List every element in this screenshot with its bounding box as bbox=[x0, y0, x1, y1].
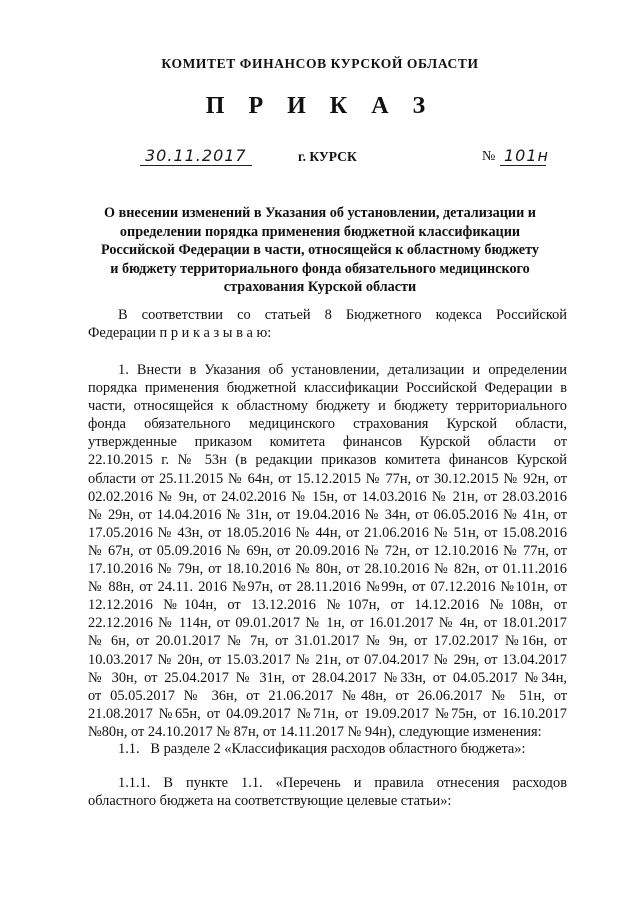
text-line: № 6н, от 20.01.2017 № 7н, от 31.01.2017 № 9н, от 17.02.2017 №16н, от bbox=[88, 633, 567, 650]
subject-line: О внесении изменений в Указания об установлении, детализации и bbox=[104, 205, 536, 221]
text-line: 22.10.2015 г. № 53н (в редакции приказов комитета финансов Курской bbox=[88, 452, 567, 469]
text-line: 17.10.2016 № 79н, от 18.10.2016 № 80н, от 28.10.2016 № 82н, от 01.11.2016 bbox=[88, 561, 567, 578]
number-sign: № bbox=[482, 149, 496, 164]
subject-line: и бюджету территориального фонда обязательного медицинского bbox=[110, 260, 530, 277]
text-line: 22.12.2016 № 114н, от 09.01.2017 № 1н, от 16.01.2017 № 4н, от 18.01.2017 bbox=[88, 615, 567, 632]
text-line: 17.05.2016 № 43н, от 18.05.2016 № 44н, от 21.06.2016 № 51н, от 15.08.2016 bbox=[88, 524, 567, 541]
text-line: 21.08.2017 №65н, от 04.09.2017 №71н, от 19.09.2017 №75н, от 16.10.2017 bbox=[88, 705, 567, 722]
handwritten-date: 30.11.2017 bbox=[145, 146, 247, 165]
text-line: фонда обязательного медицинского страхования Курской области, bbox=[88, 416, 567, 433]
text-line: 12.12.2016 №104н, от 13.12.2016 №107н, от 14.12.2016 №108н, от bbox=[88, 597, 567, 614]
order-subject bbox=[90, 204, 550, 297]
intro-paragraph bbox=[88, 306, 567, 342]
paragraph-1-1-1 bbox=[88, 774, 567, 810]
paragraph-1-1 bbox=[88, 740, 567, 758]
text-line: порядка применения бюджетной классификации Российской Федерации в bbox=[88, 380, 567, 397]
subject-line: страхования Курской области bbox=[223, 279, 417, 295]
subject-line: определении порядка применения бюджетной классификации bbox=[119, 223, 521, 240]
text-line: утвержденные приказом комитета финансов Курской области от bbox=[88, 434, 567, 451]
text-line: от 05.05.2017 № 36н, от 21.06.2017 №48н, от 26.06.2017 № 51н, от bbox=[88, 687, 567, 704]
text-line: 1.1. В разделе 2 «Классификация расходов областного бюджета»: bbox=[118, 741, 526, 757]
text-line: области от 25.11.2015 № 64н, от 15.12.2015 № 77н, от 30.12.2015 № 92н, от bbox=[88, 470, 567, 487]
text-line: № 30н, от 25.04.2017 № 31н, от 28.04.2017 №33н, от 04.05.2017 №34н, bbox=[88, 669, 567, 686]
text-line: № 88н, от 24.11. 2016 №97н, от 28.11.2016 №99н, от 07.12.2016 №101н, от bbox=[88, 579, 567, 596]
handwritten-order-number: 101н bbox=[504, 146, 549, 165]
text-line: № 29н, от 14.04.2016 № 31н, от 19.04.2016 № 34н, от 06.05.2016 № 41н, от bbox=[88, 506, 567, 523]
committee-name: КОМИТЕТ ФИНАНСОВ КУРСКОЙ ОБЛАСТИ bbox=[161, 56, 479, 71]
text-line: №80н, от 24.10.2017 № 87н, от 14.11.2017 № 94н), следующие изменения: bbox=[88, 723, 542, 740]
text-line: Федерации п р и к а з ы в а ю: bbox=[88, 325, 272, 342]
text-line: 1.1.1. В пункте 1.1. «Перечень и правила отнесения расходов bbox=[118, 775, 567, 791]
number-underline bbox=[500, 165, 546, 166]
text-line: областного бюджета на соответствующие целевые статьи»: bbox=[88, 793, 452, 810]
subject-line: Российской Федерации в части, относящейся к областному бюджету bbox=[101, 242, 539, 258]
text-line: 10.03.2017 № 20н, от 15.03.2017 № 21н, от 07.04.2017 № 29н, от 13.04.2017 bbox=[88, 651, 567, 668]
paragraph-1 bbox=[88, 361, 567, 741]
text-line: № 67н, от 05.09.2016 № 69н, от 20.09.2016 № 72н, от 12.10.2016 № 77н, от bbox=[88, 542, 567, 559]
text-line: 02.02.2016 № 9н, от 24.02.2016 № 15н, от 14.03.2016 № 21н, от 28.03.2016 bbox=[88, 488, 567, 505]
text-line: части, относящейся к областному бюджету и бюджету территориального bbox=[88, 398, 567, 415]
date-underline bbox=[140, 165, 252, 166]
text-line: 1. Внести в Указания об установлении, детализации и определении bbox=[118, 362, 567, 378]
text-line: В соответствии со статьей 8 Бюджетного кодекса Российской bbox=[118, 307, 567, 323]
city-label: г. КУРСК bbox=[298, 149, 357, 164]
order-title: П Р И К А З bbox=[205, 93, 435, 119]
